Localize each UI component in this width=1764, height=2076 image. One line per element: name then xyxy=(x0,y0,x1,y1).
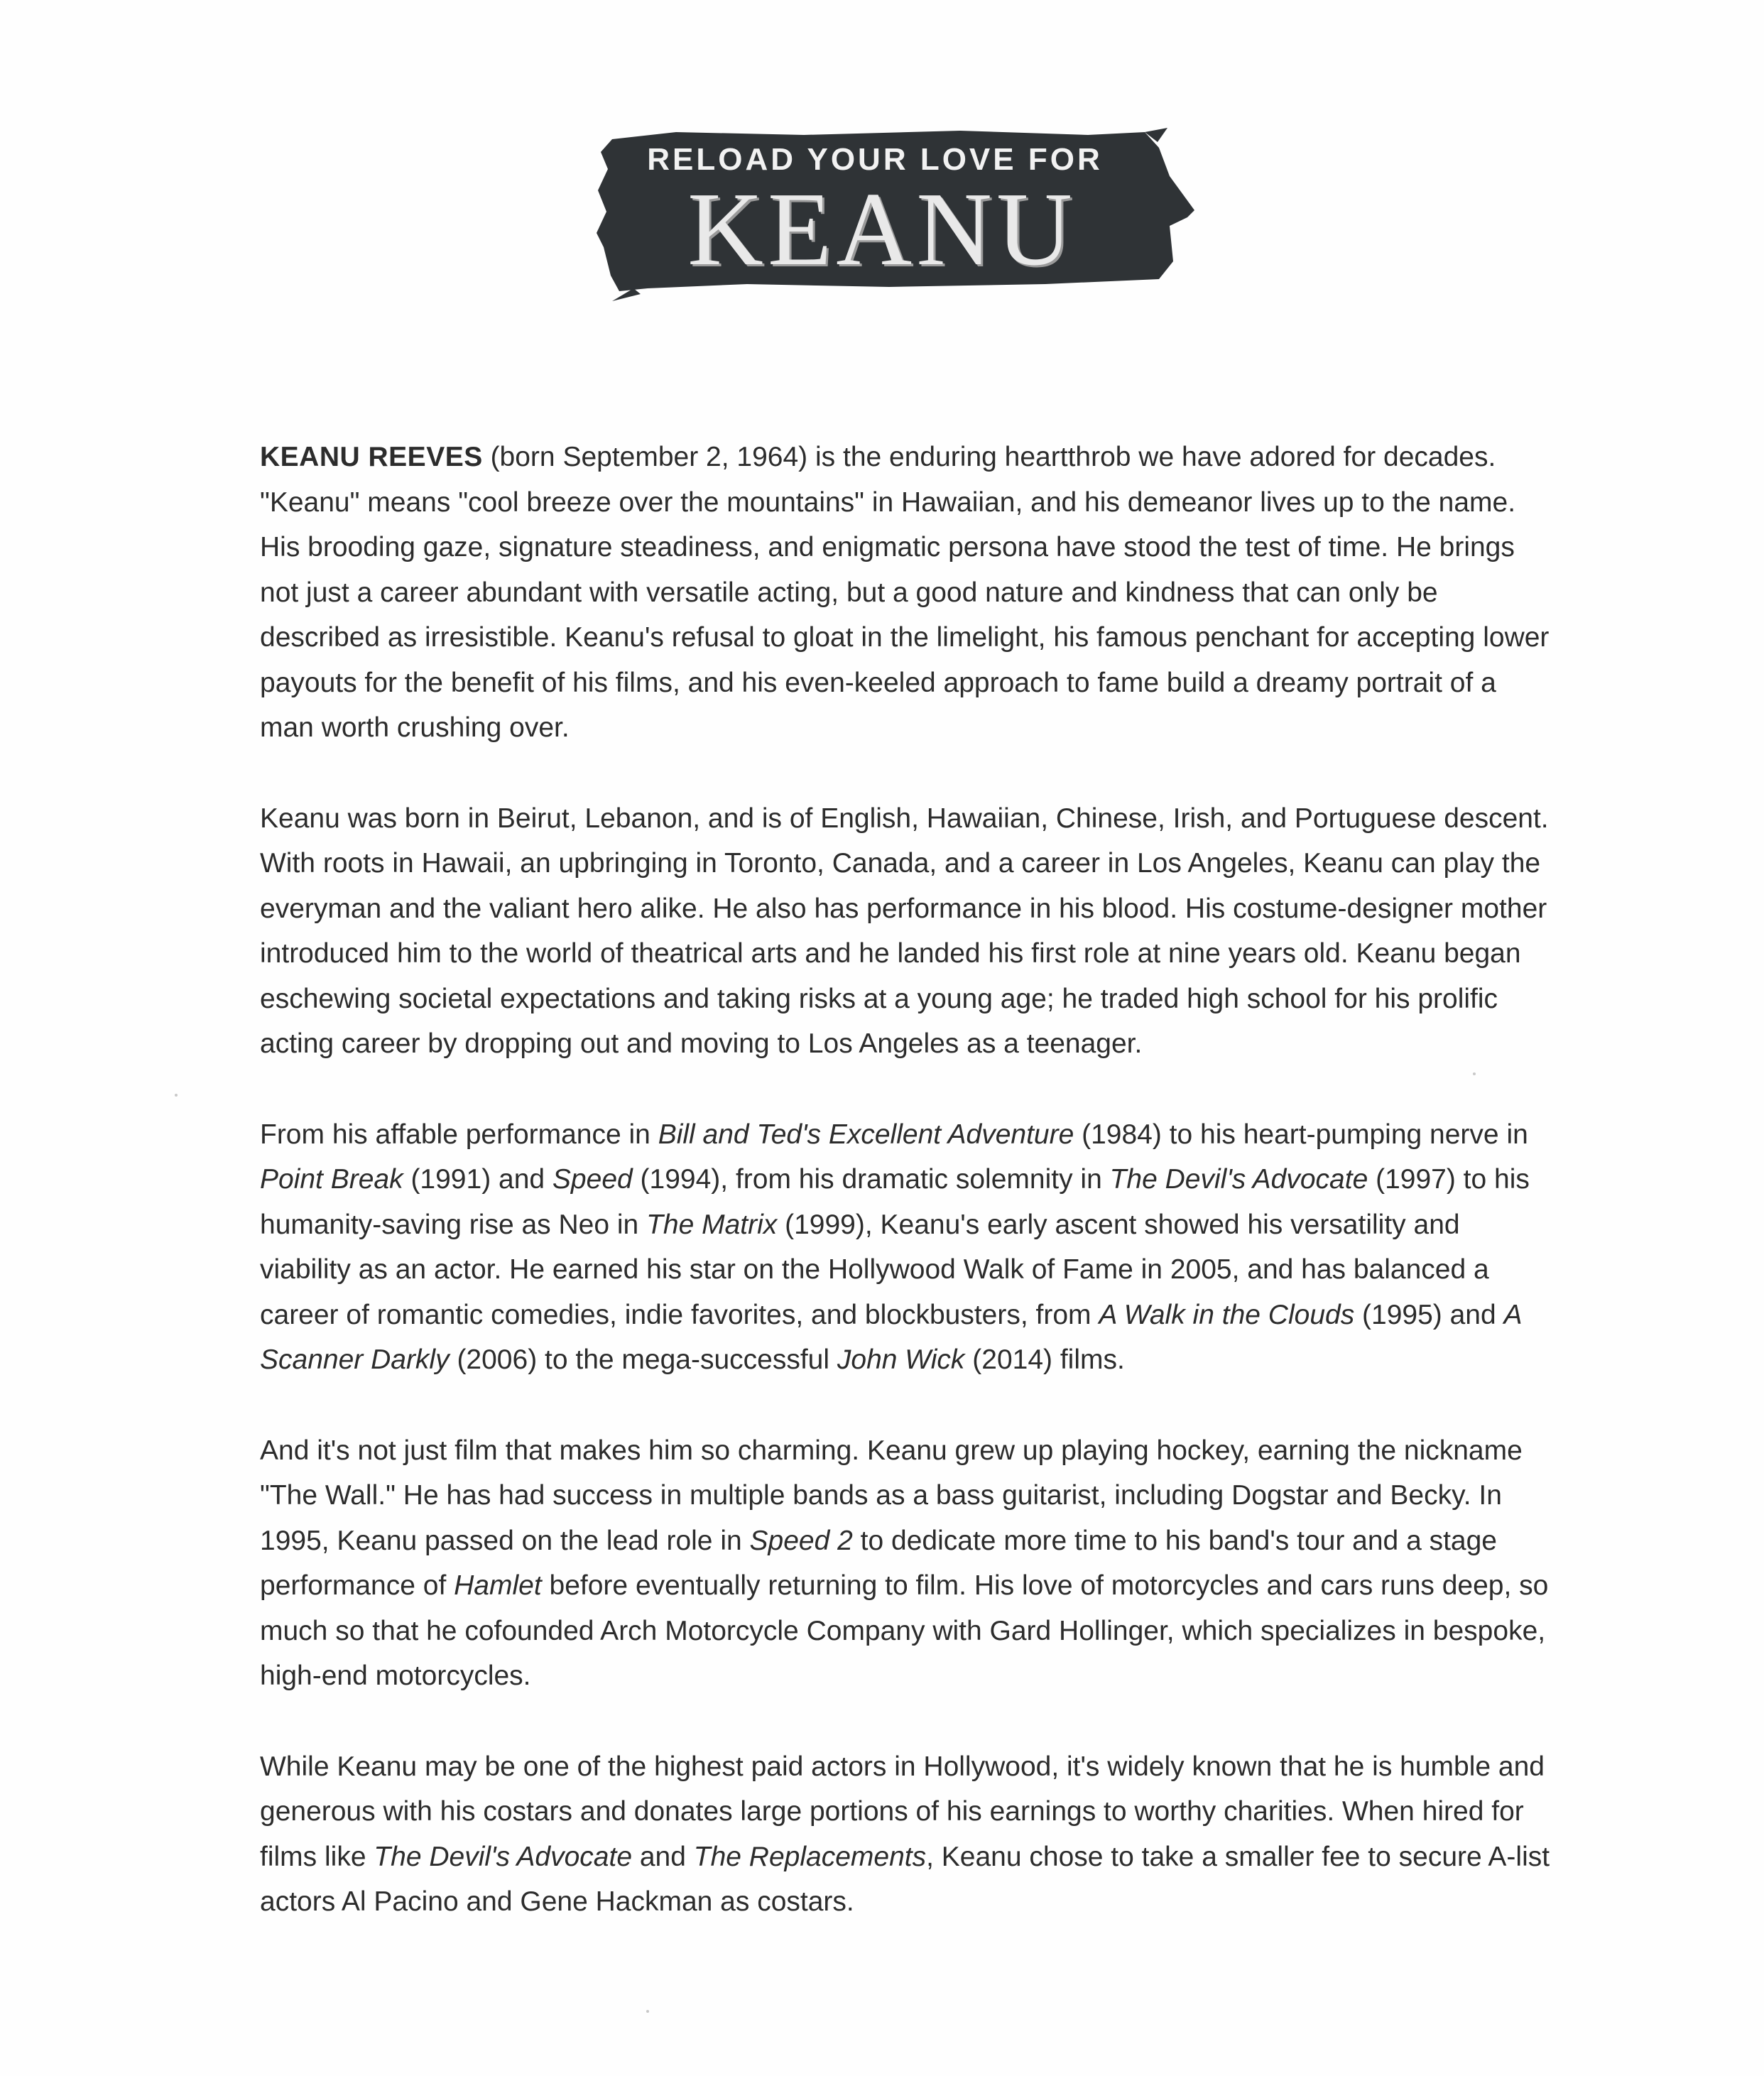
film-title: The Matrix xyxy=(646,1209,778,1240)
header-banner xyxy=(591,126,1202,304)
film-title: A Scanner Darkly xyxy=(260,1299,1522,1375)
p3-text-3: (1991) and xyxy=(403,1164,552,1195)
article-body xyxy=(260,435,1552,1970)
banner-title: KEANU xyxy=(687,171,1077,288)
film-title: Point Break xyxy=(260,1164,403,1195)
p3-text-2: (1984) to his heart-pumping nerve in xyxy=(1074,1119,1528,1150)
p2-text: Keanu was born in Beirut, Lebanon, and is of English, Hawaiian, Chinese, Irish, and Portuguese descent. With roots in Hawaii, an upbringing in Toronto, Canada, and a career in Los Angeles, Keanu can play the everyman and the valiant hero alike. He also has performance in his blood. His costume-designer mother introduced him to the world of theatrical arts and he landed his first role at nine years old. Keanu began eschewing societal expectations and taking risks at a young age; he traded high school for his prolific acting career by dropping out and moving to Los Angeles as a teenager. xyxy=(260,803,1549,1059)
scan-speck xyxy=(1473,1072,1476,1075)
p3-text-8: (2006) to the mega-successful xyxy=(449,1344,837,1375)
p4-text-3: before eventually returning to film. His love of motorcycles and cars runs deep, so much so that he cofounded Arch Motorcycle Company with Gard Hollinger, which specializes in bespoke, high-end motorcycles. xyxy=(260,1570,1549,1691)
film-title: Speed xyxy=(552,1164,633,1195)
play-title: Hamlet xyxy=(454,1570,542,1601)
scan-speck xyxy=(646,2010,649,2013)
p5-text-2: and xyxy=(632,1841,694,1872)
paragraph-2 xyxy=(260,796,1552,1067)
film-title: Speed 2 xyxy=(749,1525,853,1556)
film-title: John Wick xyxy=(837,1344,965,1375)
p5-text-3: , Keanu chose to take a smaller fee to secure A-list actors Al Pacino and Gene Hackman as costars. xyxy=(260,1841,1550,1917)
p3-text-9: (2014) films. xyxy=(964,1344,1125,1375)
p4-text-2: to dedicate more time to his band's tour and a stage performance of xyxy=(260,1525,1497,1601)
p5-text-1: While Keanu may be one of the highest paid actors in Hollywood, it's widely known that he is humble and generous with his costars and donates large portions of his earnings to worthy charities. When hired for films like xyxy=(260,1751,1545,1872)
paragraph-1 xyxy=(260,435,1552,751)
p1-text: (born September 2, 1964) is the enduring heartthrob we have adored for decades. "Keanu" means "cool breeze over the mountains" in Hawaiian, and his demeanor lives up to the name. His brooding gaze, signature steadiness, and enigmatic persona have stood the test of time. He brings not just a career abundant with versatile acting, but a good nature and kindness that can only be described as irresistible. Keanu's refusal to gloat in the limelight, his famous penchant for accepting lower payouts for the benefit of his films, and his even-keeled approach to fame build a dreamy portrait of a man worth crushing over. xyxy=(260,442,1550,743)
film-title: The Replacements xyxy=(693,1841,927,1872)
p3-text-7: (1995) and xyxy=(1354,1299,1504,1330)
p4-text-1: And it's not just film that makes him so charming. Keanu grew up playing hockey, earning the nickname "The Wall." He has had success in multiple bands as a bass guitarist, including Dogstar and Becky. In 1995, Keanu passed on the lead role in xyxy=(260,1435,1523,1556)
p3-text-1: From his affable performance in xyxy=(260,1119,658,1150)
lead-name: KEANU REEVES xyxy=(260,442,483,472)
film-title: A Walk in the Clouds xyxy=(1099,1299,1355,1330)
paragraph-4 xyxy=(260,1428,1552,1699)
film-title: The Devil's Advocate xyxy=(1109,1164,1368,1195)
paragraph-3 xyxy=(260,1112,1552,1383)
paragraph-5 xyxy=(260,1744,1552,1925)
p3-text-6: (1999), Keanu's early ascent showed his versatility and viability as an actor. He earned his star on the Hollywood Walk of Fame in 2005, and has balanced a career of romantic comedies, indie favorites, and blockbusters, from xyxy=(260,1209,1489,1330)
p3-text-4: (1994), from his dramatic solemnity in xyxy=(632,1164,1110,1195)
film-title: Bill and Ted's Excellent Adventure xyxy=(658,1119,1074,1150)
film-title: The Devil's Advocate xyxy=(374,1841,633,1872)
banner-top-line: RELOAD YOUR LOVE FOR xyxy=(647,142,1103,177)
scan-speck xyxy=(175,1094,178,1097)
p3-text-5: (1997) to his humanity-saving rise as Neo in xyxy=(260,1164,1530,1240)
